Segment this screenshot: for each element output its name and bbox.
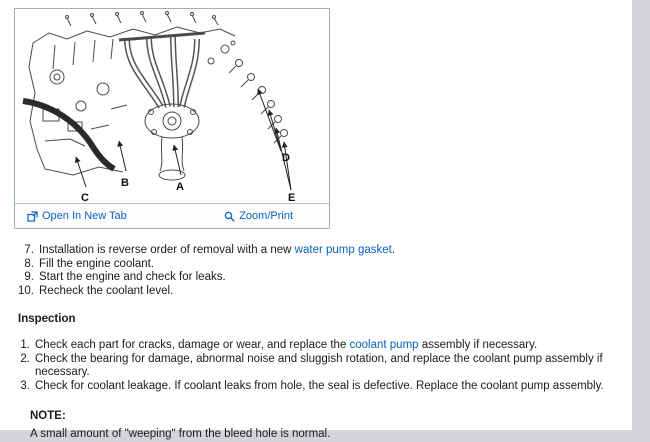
diagram-panel bbox=[14, 8, 330, 229]
step-number: 3. bbox=[20, 379, 30, 392]
step-text: . bbox=[391, 244, 396, 256]
list-item bbox=[16, 271, 622, 285]
step-number: 10. bbox=[18, 284, 34, 297]
label-B: B bbox=[121, 177, 129, 189]
water-pump-gasket-link[interactable]: water pump gasket bbox=[294, 244, 392, 256]
step-text: Check each part for cracks, damage or wear, and replace the bbox=[35, 338, 350, 351]
label-D: D bbox=[282, 152, 290, 164]
step-number: 8. bbox=[24, 257, 34, 270]
coolant-pump-link[interactable]: coolant pump bbox=[349, 338, 419, 351]
step-number: 7. bbox=[24, 244, 34, 256]
step-text: Check for coolant leakage. If coolant leaks from hole, the seal is defective. Replace the coolant pump assembly. bbox=[35, 379, 604, 392]
list-item bbox=[16, 285, 622, 299]
diagram-toolbar bbox=[15, 203, 329, 228]
magnifier-icon bbox=[224, 211, 235, 222]
label-C: C bbox=[81, 192, 89, 204]
step-number: 9. bbox=[24, 271, 34, 284]
step-number: 1. bbox=[20, 338, 30, 351]
engine-block-sketch bbox=[29, 27, 235, 175]
step-text: Installation is reverse order of removal with a new bbox=[39, 244, 295, 256]
step-number: 2. bbox=[20, 352, 30, 365]
step-text: Recheck the coolant level. bbox=[39, 284, 174, 297]
engine-diagram-figure[interactable] bbox=[15, 9, 329, 203]
step-text: Check the bearing for damage, abnormal noise and sluggish rotation, and replace the coolant pump assembly if necessary. bbox=[35, 352, 603, 379]
callout-labels bbox=[81, 152, 295, 204]
coolant-hose bbox=[23, 101, 114, 169]
note-text: A small amount of "weeping" from the bleed hole is normal. bbox=[30, 427, 331, 440]
label-E: E bbox=[288, 192, 296, 204]
open-in-new-tab-label: Open In New Tab bbox=[42, 210, 127, 222]
zoom-print-link[interactable] bbox=[224, 210, 293, 222]
pump-flange bbox=[145, 104, 199, 180]
label-A: A bbox=[176, 181, 184, 193]
note-label: NOTE: bbox=[30, 410, 66, 423]
engine-diagram bbox=[15, 9, 329, 203]
note-section bbox=[30, 410, 622, 441]
open-in-new-icon bbox=[27, 211, 38, 222]
open-in-new-tab-link[interactable] bbox=[27, 210, 127, 222]
inspection-heading: Inspection bbox=[18, 313, 76, 326]
step-text: Fill the engine coolant. bbox=[39, 257, 155, 270]
list-item bbox=[16, 244, 622, 258]
bolt-cluster bbox=[229, 60, 288, 144]
exhaust-manifold bbox=[119, 33, 205, 107]
step-text: Start the engine and check for leaks. bbox=[39, 271, 226, 284]
inspection-list bbox=[16, 339, 622, 393]
list-item bbox=[16, 258, 622, 272]
procedure-text bbox=[16, 244, 622, 442]
zoom-print-label: Zoom/Print bbox=[239, 210, 293, 222]
list-item bbox=[16, 339, 622, 353]
engine-top-studs bbox=[66, 12, 219, 27]
step-text: assembly if necessary. bbox=[418, 338, 538, 351]
list-item bbox=[16, 353, 622, 380]
list-item bbox=[16, 380, 622, 394]
